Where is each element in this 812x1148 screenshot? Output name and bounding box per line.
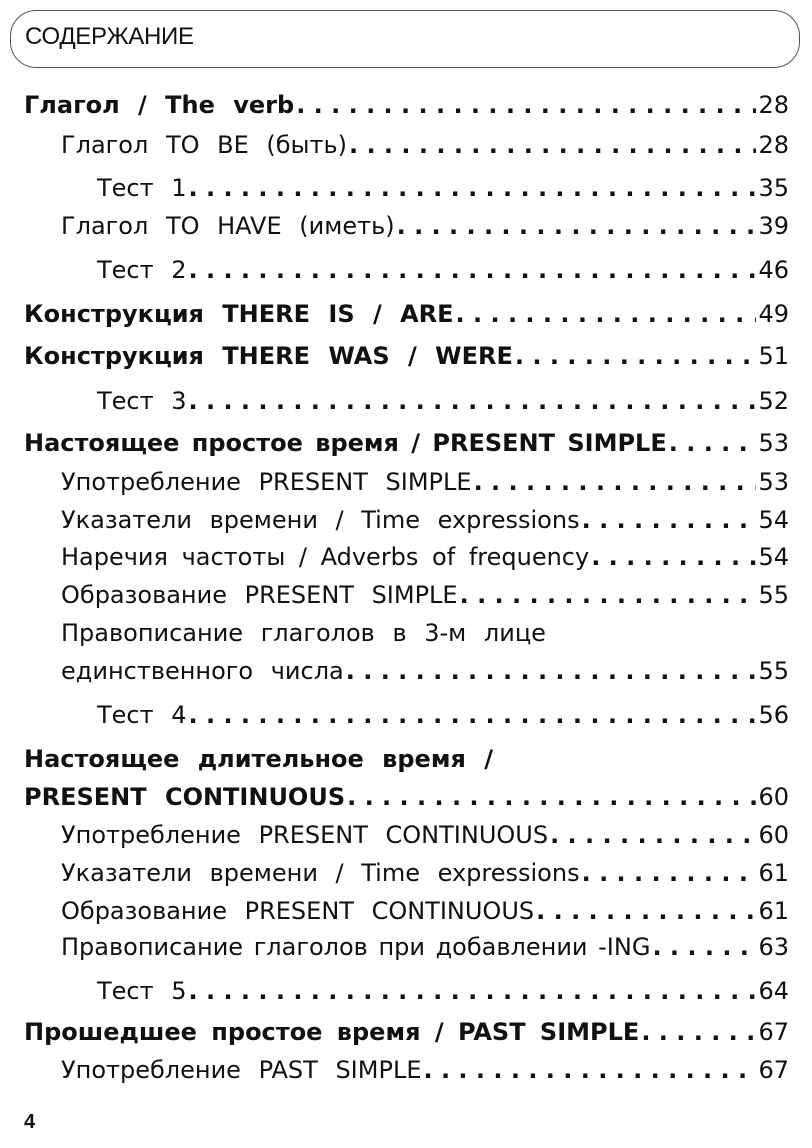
dot-leader xyxy=(423,1055,756,1085)
dot-leader xyxy=(550,820,756,850)
toc-entry-title: Употребление PAST SIMPLE xyxy=(61,1056,422,1084)
toc-entry-test-3[interactable] xyxy=(97,386,789,416)
toc-entry-test-1[interactable] xyxy=(97,173,789,203)
toc-entry-title: Употребление PRESENT CONTINUOUS xyxy=(61,821,549,849)
toc-entry-page: 55 xyxy=(758,657,789,685)
dot-leader xyxy=(460,580,757,610)
dot-leader xyxy=(591,542,756,572)
toc-entry-page: 46 xyxy=(758,256,789,284)
toc-entry-page: 60 xyxy=(758,821,789,849)
toc-entry-adverbs-frequency[interactable] xyxy=(61,542,789,572)
dot-leader xyxy=(189,700,757,730)
toc-entry-page: 63 xyxy=(758,933,789,961)
dot-leader xyxy=(582,505,757,535)
toc-entry-verb[interactable] xyxy=(24,90,789,120)
toc-entry-ps-time-expressions[interactable] xyxy=(61,505,789,535)
toc-entry-page: 51 xyxy=(758,342,789,370)
toc-entry-ps-formation[interactable] xyxy=(61,580,789,610)
contents-heading: СОДЕРЖАНИЕ xyxy=(25,23,194,50)
toc-entry-title: Образование PRESENT SIMPLE xyxy=(61,581,458,609)
dot-leader xyxy=(347,782,756,812)
toc-entry-title: Тест 4 xyxy=(97,701,187,729)
toc-entry-there-was[interactable] xyxy=(24,341,789,371)
dot-leader xyxy=(296,90,756,120)
toc-entry-title: Глагол TO BE (быть) xyxy=(61,131,347,159)
dot-leader xyxy=(515,341,757,371)
toc-entry-page: 35 xyxy=(758,174,789,202)
toc-entry-title: Конструкция THERE WAS / WERE xyxy=(24,342,513,370)
toc-entry-past-simple-usage[interactable] xyxy=(61,1055,789,1085)
toc-entry-page: 67 xyxy=(758,1056,789,1084)
toc-entry-page: 61 xyxy=(758,859,789,887)
toc-entry-title: Употребление PRESENT SIMPLE xyxy=(61,468,472,496)
toc-entry-present-continuous[interactable] xyxy=(24,782,789,812)
toc-entry-title: Тест 3 xyxy=(97,387,187,415)
toc-entry-page: 39 xyxy=(758,212,789,240)
toc-entry-page: 53 xyxy=(758,468,789,496)
toc-entry-title: Наречия частоты / Adverbs of frequency xyxy=(61,543,590,571)
toc-entry-page: 54 xyxy=(758,543,789,571)
toc-entry-page: 55 xyxy=(758,581,789,609)
dot-leader xyxy=(652,932,756,962)
toc-entry-to-be[interactable] xyxy=(61,130,789,160)
dot-leader xyxy=(189,173,757,203)
toc-entry-title: Образование PRESENT CONTINUOUS xyxy=(61,897,535,925)
dot-leader xyxy=(189,255,757,285)
toc-entry-title: Указатели времени / Time expressions xyxy=(61,859,580,887)
toc-entry-title: PRESENT CONTINUOUS xyxy=(24,783,346,811)
dot-leader xyxy=(397,211,757,241)
toc-entry-test-2[interactable] xyxy=(97,255,789,285)
toc-entry-page: 49 xyxy=(758,300,789,328)
toc-entry-test-5[interactable] xyxy=(97,976,789,1006)
toc-entry-page: 60 xyxy=(758,783,789,811)
toc-entry-page: 54 xyxy=(758,506,789,534)
toc-entry-present-simple[interactable] xyxy=(24,428,789,458)
dot-leader xyxy=(582,858,757,888)
toc-entry-title: Тест 5 xyxy=(97,977,187,1005)
toc-entry-page: 53 xyxy=(758,429,789,457)
toc-entry-title: Прошедшее простое время / PAST SIMPLE xyxy=(24,1018,640,1046)
toc-entry-pc-usage[interactable] xyxy=(61,820,789,850)
toc-entry-title: Тест 1 xyxy=(97,174,187,202)
toc-entry-title: Глагол TO HAVE (иметь) xyxy=(61,212,395,240)
dot-leader xyxy=(641,1017,756,1047)
dot-leader xyxy=(669,428,757,458)
toc-entry-title: Тест 2 xyxy=(97,256,187,284)
toc-entry-page: 52 xyxy=(758,387,789,415)
toc-entry-title: Конструкция THERE IS / ARE xyxy=(24,300,454,328)
dot-leader xyxy=(189,976,757,1006)
toc-entry-page: 67 xyxy=(758,1018,789,1046)
toc-entry-spelling-3rd-person-line1: Правописание глаголов в 3-м лице xyxy=(61,619,546,647)
toc-entry-spelling-3rd-person[interactable] xyxy=(61,656,789,686)
toc-entry-page: 56 xyxy=(758,701,789,729)
toc-entry-ps-usage[interactable] xyxy=(61,467,789,497)
toc-entry-pc-formation[interactable] xyxy=(61,896,789,926)
toc-entry-title: Правописание глаголов при добавлении -ING xyxy=(61,933,651,961)
dot-leader xyxy=(189,386,757,416)
toc-entry-test-4[interactable] xyxy=(97,700,789,730)
toc-entry-to-have[interactable] xyxy=(61,211,789,241)
dot-leader xyxy=(474,467,757,497)
toc-entry-page: 64 xyxy=(758,977,789,1005)
dot-leader xyxy=(456,299,757,329)
toc-entry-title: Указатели времени / Time expressions xyxy=(61,506,580,534)
page-number: 4 xyxy=(24,1111,36,1133)
toc-entry-page: 61 xyxy=(758,897,789,925)
toc-entry-title: Настоящее простое время / PRESENT SIMPLE xyxy=(24,429,667,457)
toc-entry-past-simple[interactable] xyxy=(24,1017,789,1047)
toc-entry-present-continuous-line1: Настоящее длительное время / xyxy=(24,745,493,773)
toc-entry-there-is[interactable] xyxy=(24,299,789,329)
dot-leader xyxy=(536,896,756,926)
toc-entry-page: 28 xyxy=(758,131,789,159)
toc-entry-spelling-ing[interactable] xyxy=(61,932,789,962)
toc-entry-title: единственного числа xyxy=(61,657,344,685)
dot-leader xyxy=(346,656,757,686)
toc-entry-pc-time-expressions[interactable] xyxy=(61,858,789,888)
toc-entry-page: 28 xyxy=(758,91,789,119)
dot-leader xyxy=(349,130,756,160)
toc-entry-title: Глагол / The verb xyxy=(24,91,295,119)
